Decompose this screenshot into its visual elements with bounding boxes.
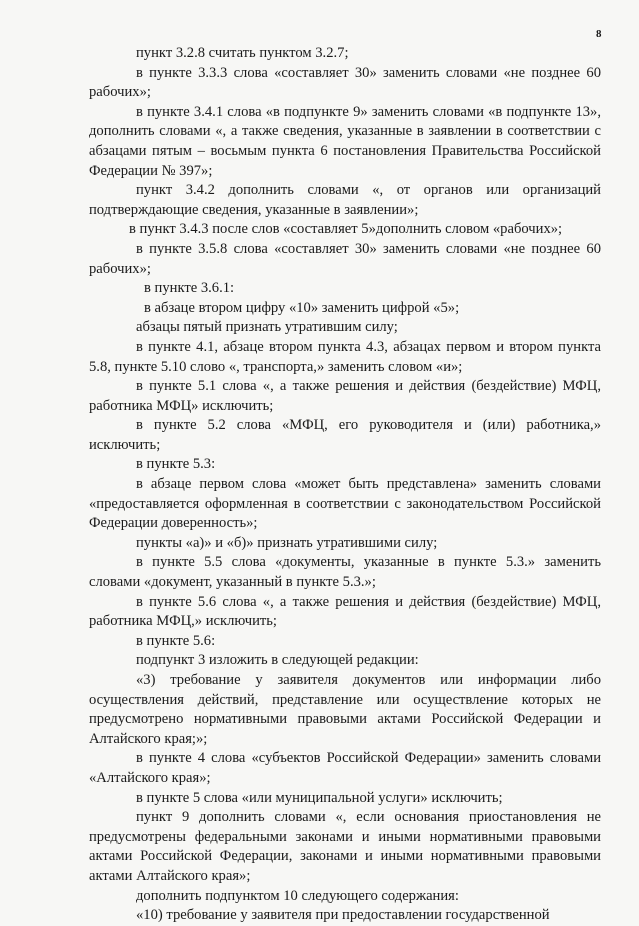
paragraph: «3) требование у заявителя документов или информации либо осуществления действий, представление или осуществление которых не предусмотрено нормативными правовыми актами Российской Федерации и Алтайского края;»; (89, 672, 601, 747)
paragraph: в пункте 3.5.8 слова «составляет 30» заменить словами «не позднее 60 рабочих»; (89, 240, 601, 277)
paragraph: в пункте 3.4.1 слова «в подпункте 9» заменить словами «в подпункте 13», дополнить словами «, а также сведения, указанные в заявлении в соответствии с абзацами пятым – восьмым пункта 6 постановления Правительства Российской Федерации № 397»; (89, 103, 601, 179)
paragraph: в пункте 4 слова «субъектов Российской Федерации» заменить словами «Алтайского края»; (89, 750, 601, 786)
paragraph: пункт 3.2.8 считать пунктом 3.2.7; (136, 45, 349, 61)
paragraph: в пункте 5.1 слова «, а также решения и действия (бездействие) МФЦ, работника МФЦ» исключить; (89, 378, 601, 414)
paragraph: в пункте 5.3: (136, 456, 216, 473)
paragraph: в абзаце втором цифру «10» заменить цифрой «5»; (144, 299, 460, 316)
document-body (89, 44, 601, 926)
paragraph: пункт 9 дополнить словами «, если основания приостановления не предусмотрены федеральными законами и иными нормативными правовыми актами Российской Федерации, законами и иными нормативными правовыми актами Алтайского края»; (89, 809, 601, 884)
page-number: 8 (596, 28, 602, 40)
paragraph: в пункте 3.6.1: (144, 280, 235, 297)
paragraph: в пункте 4.1, абзаце втором пункта 4.3, абзацах первом и втором пункта 5.8, пункте 5.10 слово «, транспорта,» заменить словом «и»; (89, 338, 601, 375)
paragraph: в пункте 3.3.3 слова «составляет 30» заменить словами «не позднее 60 рабочих»; (89, 64, 601, 101)
paragraph: абзацы пятый признать утратившим силу; (136, 319, 398, 336)
paragraph: в абзаце первом слова «может быть представлена» заменить словами «предоставляется оформленная в соответствии с законодательством Российской Федерации доверенность»; (89, 476, 601, 532)
paragraph: в пункте 5.6 слова «, а также решения и действия (бездействие) МФЦ, работника МФЦ,» исключить; (89, 593, 601, 630)
paragraph: пункт 3.4.2 дополнить словами «, от органов или организаций подтверждающие сведения, указанные в заявлении»; (89, 182, 601, 218)
paragraph: в пункте 5 слова «или муниципальной услуги» исключить; (136, 789, 503, 806)
paragraph: «10) требование у заявителя при предоставлении государственной (136, 907, 550, 924)
paragraph: в пункт 3.4.3 после слов «составляет 5»дополнить словом «рабочих»; (129, 221, 563, 238)
paragraph: в пункте 5.5 слова «документы, указанные в пункте 5.3.» заменить словами «документ, указанный в пункте 5.3.»; (89, 554, 601, 591)
paragraph: дополнить подпунктом 10 следующего содержания: (136, 887, 459, 904)
paragraph: в пункте 5.2 слова «МФЦ, его руководителя и (или) работника,» исключить; (89, 417, 601, 453)
paragraph: подпункт 3 изложить в следующей редакции: (136, 652, 419, 669)
paragraph: пункты «а)» и «б)» признать утратившими силу; (136, 534, 438, 551)
paragraph: в пункте 5.6: (136, 632, 216, 649)
